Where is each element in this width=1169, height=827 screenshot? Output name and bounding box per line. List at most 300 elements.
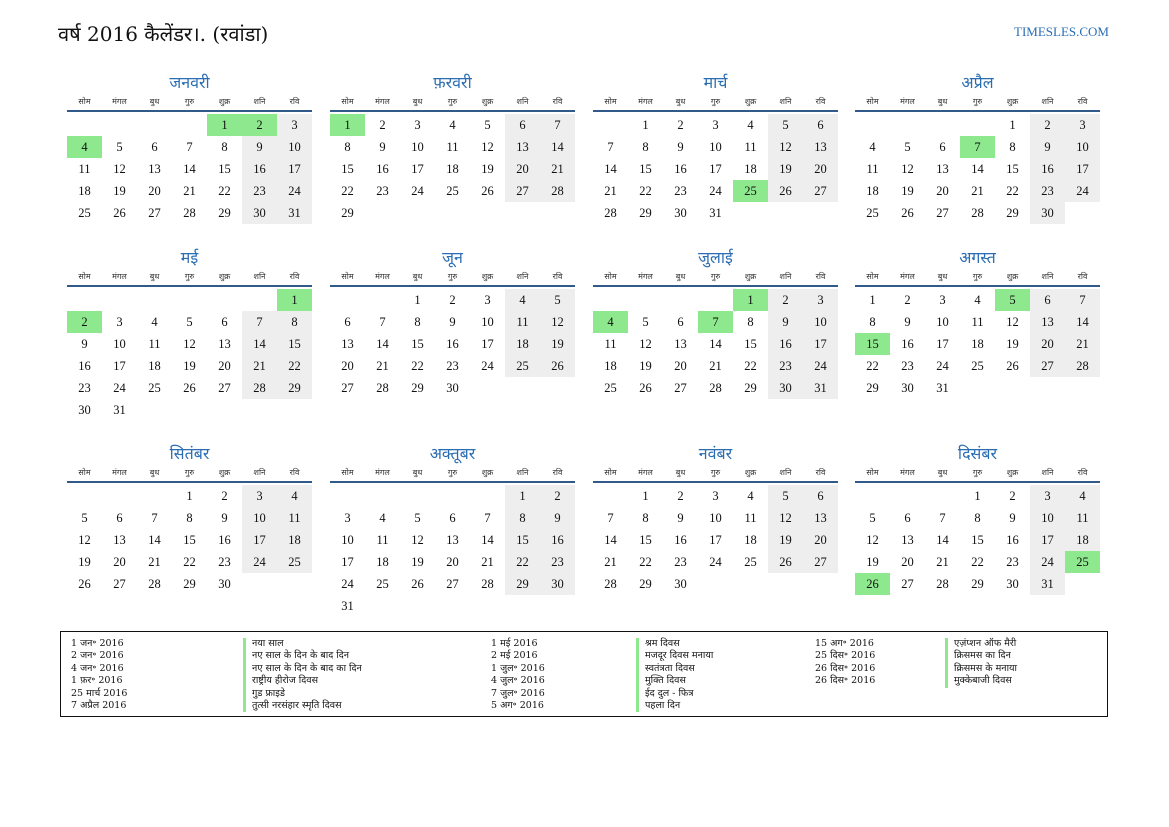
day-cell[interactable]: 2 — [677, 489, 684, 503]
day-cell[interactable]: 18 — [604, 359, 617, 373]
weekend-day-cell[interactable]: 23 — [1030, 180, 1065, 202]
weekend-day-cell[interactable]: 8 — [277, 311, 312, 333]
day-cell[interactable]: 29 — [411, 381, 424, 395]
day-cell[interactable]: 2 — [1009, 489, 1016, 503]
day-cell[interactable]: 15 — [218, 162, 231, 176]
day-cell[interactable]: 17 — [411, 162, 424, 176]
holiday-day-cell[interactable]: 2 — [67, 311, 102, 333]
day-cell[interactable]: 1 — [414, 293, 421, 307]
day-cell[interactable]: 18 — [744, 162, 757, 176]
day-cell[interactable]: 8 — [221, 140, 228, 154]
day-cell[interactable]: 13 — [148, 162, 161, 176]
day-cell[interactable]: 30 — [674, 206, 687, 220]
day-cell[interactable]: 14 — [376, 337, 389, 351]
day-cell[interactable]: 9 — [81, 337, 88, 351]
day-cell[interactable]: 1 — [186, 489, 193, 503]
day-cell[interactable]: 24 — [709, 184, 722, 198]
day-cell[interactable]: 19 — [639, 359, 652, 373]
weekend-day-cell[interactable]: 28 — [1065, 355, 1100, 377]
weekend-day-cell[interactable]: 14 — [1065, 311, 1100, 333]
day-cell[interactable]: 21 — [971, 184, 984, 198]
holiday-day-cell[interactable]: 1 — [330, 114, 365, 136]
day-cell[interactable]: 2 — [379, 118, 386, 132]
day-cell[interactable]: 23 — [446, 359, 459, 373]
day-cell[interactable]: 9 — [449, 315, 456, 329]
weekend-day-cell[interactable]: 22 — [277, 355, 312, 377]
weekend-day-cell[interactable]: 13 — [803, 136, 838, 158]
day-cell[interactable]: 10 — [341, 533, 354, 547]
day-cell[interactable]: 19 — [866, 555, 879, 569]
day-cell[interactable]: 7 — [607, 140, 614, 154]
weekend-day-cell[interactable]: 27 — [1030, 355, 1065, 377]
day-cell[interactable]: 28 — [376, 381, 389, 395]
day-cell[interactable]: 4 — [151, 315, 158, 329]
day-cell[interactable]: 14 — [709, 337, 722, 351]
day-cell[interactable]: 5 — [186, 315, 193, 329]
day-cell[interactable]: 8 — [974, 511, 981, 525]
weekend-day-cell[interactable]: 24 — [1065, 180, 1100, 202]
weekend-day-cell[interactable]: 17 — [1030, 529, 1065, 551]
day-cell[interactable]: 13 — [341, 337, 354, 351]
day-cell[interactable]: 31 — [341, 599, 354, 613]
weekend-day-cell[interactable]: 12 — [768, 136, 803, 158]
day-cell[interactable]: 22 — [744, 359, 757, 373]
day-cell[interactable]: 19 — [1006, 337, 1019, 351]
day-cell[interactable]: 6 — [151, 140, 158, 154]
day-cell[interactable]: 15 — [341, 162, 354, 176]
weekend-day-cell[interactable]: 29 — [277, 377, 312, 399]
day-cell[interactable]: 19 — [411, 555, 424, 569]
weekend-day-cell[interactable]: 27 — [803, 551, 838, 573]
day-cell[interactable]: 5 — [904, 140, 911, 154]
weekend-day-cell[interactable]: 9 — [1030, 136, 1065, 158]
day-cell[interactable]: 12 — [113, 162, 126, 176]
day-cell[interactable]: 22 — [1006, 184, 1019, 198]
day-cell[interactable]: 6 — [221, 315, 228, 329]
day-cell[interactable]: 27 — [341, 381, 354, 395]
day-cell[interactable]: 4 — [869, 140, 876, 154]
holiday-day-cell[interactable]: 4 — [67, 136, 102, 158]
day-cell[interactable]: 12 — [183, 337, 196, 351]
day-cell[interactable]: 16 — [674, 162, 687, 176]
day-cell[interactable]: 10 — [481, 315, 494, 329]
day-cell[interactable]: 11 — [744, 511, 757, 525]
weekend-day-cell[interactable]: 6 — [1030, 289, 1065, 311]
weekend-day-cell[interactable]: 28 — [242, 377, 277, 399]
day-cell[interactable]: 20 — [148, 184, 161, 198]
day-cell[interactable]: 4 — [379, 511, 386, 525]
weekend-day-cell[interactable]: 16 — [242, 158, 277, 180]
day-cell[interactable]: 12 — [481, 140, 494, 154]
day-cell[interactable]: 2 — [904, 293, 911, 307]
day-cell[interactable]: 28 — [971, 206, 984, 220]
day-cell[interactable]: 6 — [449, 511, 456, 525]
day-cell[interactable]: 28 — [481, 577, 494, 591]
weekend-day-cell[interactable]: 7 — [540, 114, 575, 136]
weekend-day-cell[interactable]: 2 — [1030, 114, 1065, 136]
day-cell[interactable]: 25 — [148, 381, 161, 395]
weekend-day-cell[interactable]: 9 — [768, 311, 803, 333]
day-cell[interactable]: 18 — [78, 184, 91, 198]
weekend-day-cell[interactable]: 30 — [540, 573, 575, 595]
day-cell[interactable]: 18 — [971, 337, 984, 351]
day-cell[interactable]: 3 — [712, 489, 719, 503]
weekend-day-cell[interactable]: 5 — [540, 289, 575, 311]
day-cell[interactable]: 30 — [446, 381, 459, 395]
weekend-day-cell[interactable]: 20 — [803, 158, 838, 180]
day-cell[interactable]: 26 — [639, 381, 652, 395]
day-cell[interactable]: 5 — [116, 140, 123, 154]
day-cell[interactable]: 3 — [712, 118, 719, 132]
day-cell[interactable]: 9 — [221, 511, 228, 525]
day-cell[interactable]: 15 — [971, 533, 984, 547]
day-cell[interactable]: 24 — [481, 359, 494, 373]
weekend-day-cell[interactable]: 6 — [505, 114, 540, 136]
day-cell[interactable]: 5 — [642, 315, 649, 329]
day-cell[interactable]: 23 — [901, 359, 914, 373]
day-cell[interactable]: 24 — [341, 577, 354, 591]
day-cell[interactable]: 4 — [449, 118, 456, 132]
day-cell[interactable]: 23 — [1006, 555, 1019, 569]
weekend-day-cell[interactable]: 18 — [1065, 529, 1100, 551]
day-cell[interactable]: 5 — [484, 118, 491, 132]
day-cell[interactable]: 30 — [218, 577, 231, 591]
weekend-day-cell[interactable]: 3 — [1065, 114, 1100, 136]
day-cell[interactable]: 22 — [411, 359, 424, 373]
weekend-day-cell[interactable]: 18 — [277, 529, 312, 551]
weekend-day-cell[interactable]: 13 — [1030, 311, 1065, 333]
day-cell[interactable]: 28 — [936, 577, 949, 591]
day-cell[interactable]: 9 — [1009, 511, 1016, 525]
day-cell[interactable]: 24 — [936, 359, 949, 373]
weekend-day-cell[interactable]: 1 — [505, 485, 540, 507]
day-cell[interactable]: 1 — [869, 293, 876, 307]
day-cell[interactable]: 16 — [446, 337, 459, 351]
day-cell[interactable]: 11 — [604, 337, 617, 351]
day-cell[interactable]: 16 — [1006, 533, 1019, 547]
holiday-day-cell[interactable]: 1 — [207, 114, 242, 136]
weekend-day-cell[interactable]: 30 — [1030, 202, 1065, 224]
day-cell[interactable]: 16 — [218, 533, 231, 547]
weekend-day-cell[interactable]: 5 — [768, 114, 803, 136]
weekend-day-cell[interactable]: 2 — [540, 485, 575, 507]
day-cell[interactable]: 19 — [183, 359, 196, 373]
weekend-day-cell[interactable]: 10 — [1065, 136, 1100, 158]
day-cell[interactable]: 6 — [939, 140, 946, 154]
weekend-day-cell[interactable]: 7 — [242, 311, 277, 333]
day-cell[interactable]: 25 — [78, 206, 91, 220]
day-cell[interactable]: 9 — [904, 315, 911, 329]
day-cell[interactable]: 29 — [218, 206, 231, 220]
weekend-day-cell[interactable]: 20 — [505, 158, 540, 180]
day-cell[interactable]: 28 — [183, 206, 196, 220]
day-cell[interactable]: 15 — [1006, 162, 1019, 176]
holiday-day-cell[interactable]: 1 — [277, 289, 312, 311]
day-cell[interactable]: 13 — [218, 337, 231, 351]
weekend-day-cell[interactable]: 25 — [277, 551, 312, 573]
day-cell[interactable]: 21 — [709, 359, 722, 373]
weekend-day-cell[interactable]: 23 — [540, 551, 575, 573]
weekend-day-cell[interactable]: 10 — [803, 311, 838, 333]
weekend-day-cell[interactable]: 26 — [768, 551, 803, 573]
day-cell[interactable]: 21 — [936, 555, 949, 569]
holiday-day-cell[interactable]: 15 — [855, 333, 890, 355]
weekend-day-cell[interactable]: 9 — [242, 136, 277, 158]
day-cell[interactable]: 17 — [936, 337, 949, 351]
day-cell[interactable]: 26 — [78, 577, 91, 591]
day-cell[interactable]: 20 — [901, 555, 914, 569]
day-cell[interactable]: 18 — [446, 162, 459, 176]
day-cell[interactable]: 11 — [148, 337, 161, 351]
day-cell[interactable]: 17 — [481, 337, 494, 351]
day-cell[interactable]: 2 — [677, 118, 684, 132]
weekend-day-cell[interactable]: 2 — [768, 289, 803, 311]
day-cell[interactable]: 19 — [113, 184, 126, 198]
day-cell[interactable]: 27 — [113, 577, 126, 591]
day-cell[interactable]: 8 — [1009, 140, 1016, 154]
weekend-day-cell[interactable]: 6 — [803, 114, 838, 136]
day-cell[interactable]: 9 — [677, 511, 684, 525]
day-cell[interactable]: 21 — [604, 555, 617, 569]
day-cell[interactable]: 21 — [376, 359, 389, 373]
day-cell[interactable]: 1 — [1009, 118, 1016, 132]
weekend-day-cell[interactable]: 4 — [505, 289, 540, 311]
day-cell[interactable]: 18 — [148, 359, 161, 373]
weekend-day-cell[interactable]: 8 — [505, 507, 540, 529]
day-cell[interactable]: 26 — [901, 206, 914, 220]
day-cell[interactable]: 29 — [744, 381, 757, 395]
weekend-day-cell[interactable]: 17 — [277, 158, 312, 180]
day-cell[interactable]: 27 — [148, 206, 161, 220]
weekend-day-cell[interactable]: 29 — [505, 573, 540, 595]
weekend-day-cell[interactable]: 5 — [768, 485, 803, 507]
day-cell[interactable]: 7 — [151, 511, 158, 525]
day-cell[interactable]: 8 — [642, 140, 649, 154]
day-cell[interactable]: 25 — [866, 206, 879, 220]
day-cell[interactable]: 23 — [218, 555, 231, 569]
day-cell[interactable]: 28 — [148, 577, 161, 591]
day-cell[interactable]: 29 — [866, 381, 879, 395]
holiday-day-cell[interactable]: 25 — [1065, 551, 1100, 573]
day-cell[interactable]: 29 — [183, 577, 196, 591]
day-cell[interactable]: 27 — [936, 206, 949, 220]
weekend-day-cell[interactable]: 11 — [277, 507, 312, 529]
day-cell[interactable]: 27 — [901, 577, 914, 591]
day-cell[interactable]: 14 — [604, 162, 617, 176]
weekend-day-cell[interactable]: 16 — [540, 529, 575, 551]
day-cell[interactable]: 12 — [866, 533, 879, 547]
weekend-day-cell[interactable]: 31 — [277, 202, 312, 224]
day-cell[interactable]: 29 — [341, 206, 354, 220]
day-cell[interactable]: 7 — [186, 140, 193, 154]
weekend-day-cell[interactable]: 13 — [505, 136, 540, 158]
day-cell[interactable]: 15 — [639, 162, 652, 176]
day-cell[interactable]: 8 — [344, 140, 351, 154]
day-cell[interactable]: 8 — [642, 511, 649, 525]
day-cell[interactable]: 11 — [744, 140, 757, 154]
day-cell[interactable]: 6 — [677, 315, 684, 329]
weekend-day-cell[interactable]: 27 — [803, 180, 838, 202]
day-cell[interactable]: 12 — [1006, 315, 1019, 329]
day-cell[interactable]: 19 — [78, 555, 91, 569]
day-cell[interactable]: 21 — [604, 184, 617, 198]
weekend-day-cell[interactable]: 3 — [1030, 485, 1065, 507]
day-cell[interactable]: 3 — [116, 315, 123, 329]
day-cell[interactable]: 28 — [604, 577, 617, 591]
day-cell[interactable]: 8 — [869, 315, 876, 329]
day-cell[interactable]: 14 — [936, 533, 949, 547]
day-cell[interactable]: 12 — [411, 533, 424, 547]
weekend-day-cell[interactable]: 20 — [1030, 333, 1065, 355]
weekend-day-cell[interactable]: 27 — [505, 180, 540, 202]
holiday-day-cell[interactable]: 4 — [593, 311, 628, 333]
day-cell[interactable]: 11 — [376, 533, 389, 547]
weekend-day-cell[interactable]: 6 — [803, 485, 838, 507]
day-cell[interactable]: 27 — [674, 381, 687, 395]
day-cell[interactable]: 15 — [183, 533, 196, 547]
day-cell[interactable]: 20 — [341, 359, 354, 373]
day-cell[interactable]: 6 — [344, 315, 351, 329]
day-cell[interactable]: 23 — [376, 184, 389, 198]
day-cell[interactable]: 25 — [446, 184, 459, 198]
weekend-day-cell[interactable]: 21 — [1065, 333, 1100, 355]
day-cell[interactable]: 25 — [376, 577, 389, 591]
day-cell[interactable]: 3 — [484, 293, 491, 307]
day-cell[interactable]: 13 — [674, 337, 687, 351]
weekend-day-cell[interactable]: 24 — [242, 551, 277, 573]
day-cell[interactable]: 29 — [1006, 206, 1019, 220]
day-cell[interactable]: 30 — [1006, 577, 1019, 591]
weekend-day-cell[interactable]: 10 — [1030, 507, 1065, 529]
day-cell[interactable]: 1 — [642, 489, 649, 503]
day-cell[interactable]: 30 — [674, 577, 687, 591]
day-cell[interactable]: 7 — [939, 511, 946, 525]
day-cell[interactable]: 14 — [481, 533, 494, 547]
day-cell[interactable]: 3 — [344, 511, 351, 525]
weekend-day-cell[interactable]: 26 — [768, 180, 803, 202]
weekend-day-cell[interactable]: 30 — [768, 377, 803, 399]
weekend-day-cell[interactable]: 14 — [540, 136, 575, 158]
weekend-day-cell[interactable]: 10 — [242, 507, 277, 529]
day-cell[interactable]: 10 — [936, 315, 949, 329]
weekend-day-cell[interactable]: 19 — [768, 158, 803, 180]
day-cell[interactable]: 22 — [341, 184, 354, 198]
day-cell[interactable]: 16 — [78, 359, 91, 373]
weekend-day-cell[interactable]: 19 — [768, 529, 803, 551]
day-cell[interactable]: 4 — [974, 293, 981, 307]
day-cell[interactable]: 26 — [113, 206, 126, 220]
day-cell[interactable]: 13 — [901, 533, 914, 547]
day-cell[interactable]: 18 — [744, 533, 757, 547]
weekend-day-cell[interactable]: 22 — [505, 551, 540, 573]
day-cell[interactable]: 23 — [674, 184, 687, 198]
weekend-day-cell[interactable]: 13 — [803, 507, 838, 529]
day-cell[interactable]: 24 — [411, 184, 424, 198]
weekend-day-cell[interactable]: 3 — [803, 289, 838, 311]
day-cell[interactable]: 22 — [639, 555, 652, 569]
day-cell[interactable]: 8 — [186, 511, 193, 525]
day-cell[interactable]: 20 — [674, 359, 687, 373]
day-cell[interactable]: 17 — [709, 533, 722, 547]
weekend-day-cell[interactable]: 21 — [540, 158, 575, 180]
day-cell[interactable]: 14 — [604, 533, 617, 547]
day-cell[interactable]: 11 — [866, 162, 879, 176]
day-cell[interactable]: 18 — [866, 184, 879, 198]
day-cell[interactable]: 4 — [747, 489, 754, 503]
holiday-day-cell[interactable]: 25 — [733, 180, 768, 202]
day-cell[interactable]: 12 — [639, 337, 652, 351]
day-cell[interactable]: 7 — [484, 511, 491, 525]
day-cell[interactable]: 10 — [411, 140, 424, 154]
day-cell[interactable]: 13 — [446, 533, 459, 547]
day-cell[interactable]: 18 — [376, 555, 389, 569]
day-cell[interactable]: 24 — [113, 381, 126, 395]
day-cell[interactable]: 22 — [183, 555, 196, 569]
day-cell[interactable]: 28 — [604, 206, 617, 220]
day-cell[interactable]: 10 — [709, 140, 722, 154]
day-cell[interactable]: 20 — [113, 555, 126, 569]
weekend-day-cell[interactable]: 11 — [505, 311, 540, 333]
day-cell[interactable]: 22 — [971, 555, 984, 569]
weekend-day-cell[interactable]: 17 — [1065, 158, 1100, 180]
day-cell[interactable]: 27 — [446, 577, 459, 591]
weekend-day-cell[interactable]: 26 — [540, 355, 575, 377]
day-cell[interactable]: 25 — [744, 555, 757, 569]
day-cell[interactable]: 17 — [113, 359, 126, 373]
weekend-day-cell[interactable]: 24 — [1030, 551, 1065, 573]
weekend-day-cell[interactable]: 12 — [540, 311, 575, 333]
weekend-day-cell[interactable]: 14 — [242, 333, 277, 355]
day-cell[interactable]: 13 — [936, 162, 949, 176]
day-cell[interactable]: 16 — [674, 533, 687, 547]
weekend-day-cell[interactable]: 4 — [1065, 485, 1100, 507]
weekend-day-cell[interactable]: 11 — [1065, 507, 1100, 529]
day-cell[interactable]: 7 — [379, 315, 386, 329]
day-cell[interactable]: 26 — [183, 381, 196, 395]
weekend-day-cell[interactable]: 15 — [505, 529, 540, 551]
day-cell[interactable]: 26 — [481, 184, 494, 198]
day-cell[interactable]: 20 — [936, 184, 949, 198]
weekend-day-cell[interactable]: 15 — [277, 333, 312, 355]
day-cell[interactable]: 2 — [221, 489, 228, 503]
day-cell[interactable]: 26 — [411, 577, 424, 591]
day-cell[interactable]: 6 — [904, 511, 911, 525]
day-cell[interactable]: 26 — [1006, 359, 1019, 373]
day-cell[interactable]: 20 — [446, 555, 459, 569]
day-cell[interactable]: 12 — [901, 162, 914, 176]
day-cell[interactable]: 22 — [218, 184, 231, 198]
weekend-day-cell[interactable]: 17 — [242, 529, 277, 551]
day-cell[interactable]: 31 — [709, 206, 722, 220]
holiday-day-cell[interactable]: 2 — [242, 114, 277, 136]
weekend-day-cell[interactable]: 31 — [803, 377, 838, 399]
weekend-day-cell[interactable]: 16 — [1030, 158, 1065, 180]
day-cell[interactable]: 17 — [709, 162, 722, 176]
weekend-day-cell[interactable]: 31 — [1030, 573, 1065, 595]
day-cell[interactable]: 16 — [376, 162, 389, 176]
weekend-day-cell[interactable]: 7 — [1065, 289, 1100, 311]
weekend-day-cell[interactable]: 30 — [242, 202, 277, 224]
day-cell[interactable]: 23 — [674, 555, 687, 569]
holiday-day-cell[interactable]: 1 — [733, 289, 768, 311]
day-cell[interactable]: 9 — [379, 140, 386, 154]
day-cell[interactable]: 16 — [901, 337, 914, 351]
day-cell[interactable]: 5 — [414, 511, 421, 525]
day-cell[interactable]: 20 — [218, 359, 231, 373]
holiday-day-cell[interactable]: 5 — [995, 289, 1030, 311]
day-cell[interactable]: 10 — [709, 511, 722, 525]
day-cell[interactable]: 10 — [113, 337, 126, 351]
